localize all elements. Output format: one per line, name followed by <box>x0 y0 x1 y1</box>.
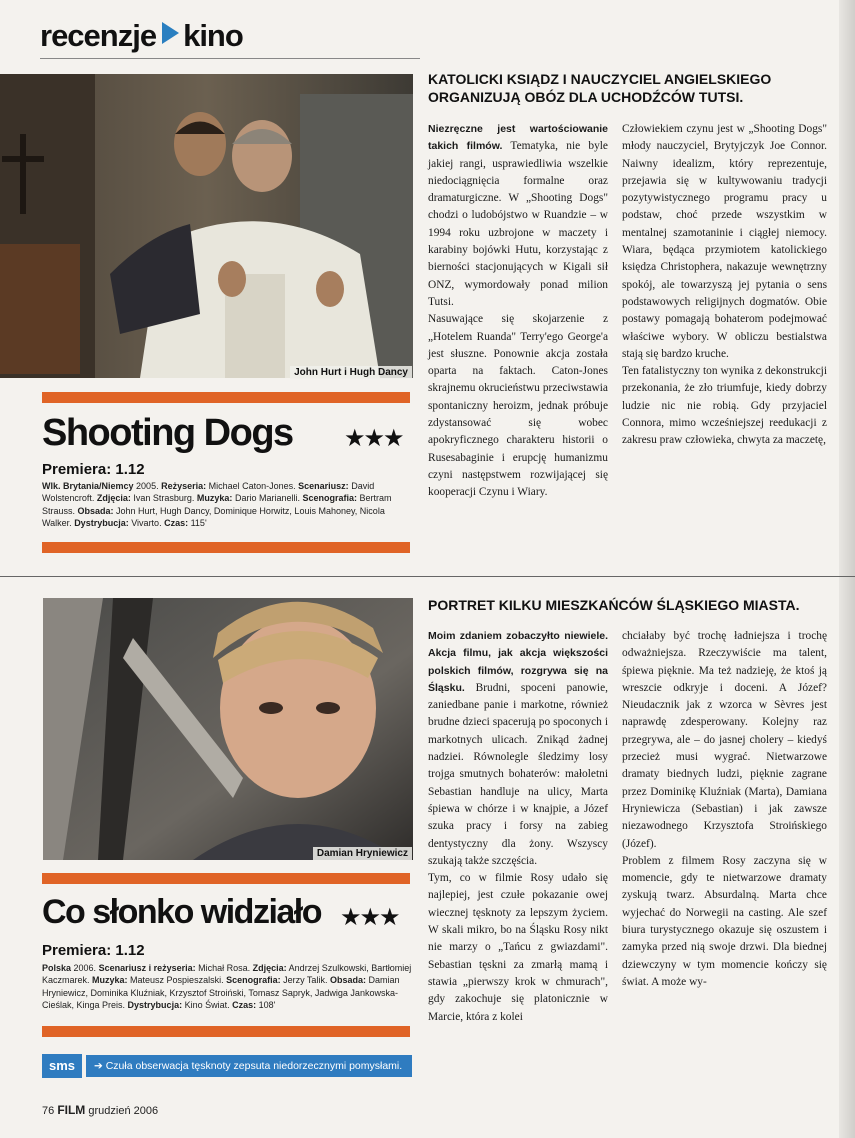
film-still-co-slonko-widzialo <box>43 598 413 860</box>
credit-value: 2006. <box>71 963 99 973</box>
credit-value: Bertram Strauss. <box>42 493 392 516</box>
rating-stars: ★★★ <box>344 424 403 452</box>
article-paragraph: chciałaby być trochę ładniejsza i trochę odważniejsza. Rzeczywiście ma talent, śpiewa pięknie. Ma też nadzieję, że ktoś ją wreszcie odkryje i doceni. A Józef? Nieudacznik jak z wzorca w Sèvres jest naprawdę zdesperowany. Kolejny raz przegrywa, ale – do jasnej cholery – kiedyś przecież musi wygrać. Nietwarzowe dramaty biednych ludzi, pięknie zagrane przez Dominikę Kluźniak (Marta), Damiana Hryniewicza (Sebastian) i jak zawsze niezawodnego Krzysztofa Stroińskiego (Józef). <box>622 630 827 850</box>
article-paragraph: Nasuwające się skojarzenie z „Hotelem Ruanda" Terry'ego George'a jest słuszne. Ponownie akcja została oparta na faktach. Caton-Jones skrajnemu okrucieństwu przeciwstawia spontaniczny heroizm, jednak próbuje zdystansować się wobec apokryficznego charakteru historii o Rusesabaginie i erupcję humanizmu czyni następstwem rozwijającej się kooperacji Czynu i Wiary. <box>428 313 608 499</box>
movie-title: Shooting Dogs <box>42 412 293 454</box>
credit-value: Michał Rosa. <box>195 963 253 973</box>
still-illustration <box>43 598 413 860</box>
article-paragraph: Człowiekiem czynu jest w „Shooting Dogs" młody nauczyciel, Brytyjczyk Joe Connor. Naiwny idealizm, który reprezentuje, przejawia się w kultywowaniu tradycji pozytywistycznego programu pracy u podstaw, choć przede wszystkim w mentalnej szamotaninie i ciągłej niemocy. Wiara, będąca przymiotem katolickiego księdza Christophera, nakazuje wewnętrzny spokój, ale towarzyszą jej pytania o sens podstawowych religijnych dogmatów. Obie postawy pomagają bohaterom podejmować właściwe wybory. W obliczu bestialstwa stają się bardzo kruche. <box>622 123 827 360</box>
credit-label: Dystrybucja: <box>127 1000 183 1011</box>
article-paragraph: Tym, co w filmie Rosy udało się najlepiej, jest czułe pokazanie owej wiecznej tęsknoty za lepszym życiem. W skali mikro, bo na Śląsku Rosy nikt nie marzy o „Tańcu z gwiazdami". Sebastian tęskni za zmarłą mamą i stawia „pierwszy krok w chmurach", gdy zakochuje się platonicznie w Marcie, która z kolei <box>428 872 608 1023</box>
credits-block <box>42 962 412 1012</box>
credit-label: Scenariusz i reżyseria: <box>98 963 196 973</box>
article-column-2 <box>622 121 827 450</box>
credit-value: Jerzy Talik. <box>280 975 330 986</box>
photo-caption: Damian Hryniewicz <box>313 847 412 860</box>
section-label: recenzje <box>40 18 157 53</box>
article-lead: Moim zdaniem zobaczyłto niewiele. Akcja filmu, jak akcja większości polskich filmów, rozgrywa się na Śląsku. <box>428 630 608 694</box>
credit-label: Dystrybucja: <box>74 518 129 529</box>
section-header <box>40 18 243 54</box>
credit-value: Vivarto. <box>128 518 165 529</box>
credit-value: Mateusz Pospieszalski. <box>127 975 227 986</box>
credits-block <box>42 480 412 530</box>
magazine-name: FILM <box>57 1103 86 1117</box>
credit-value: Damian Hryniewicz, Dominika Kluźniak, Krzysztof Stroiński, Tomasz Sapryk, Jadwiga Jankowska-Cieślak, Kinga Preis. <box>42 975 400 1011</box>
arrow-right-icon <box>162 22 179 44</box>
credit-label: Reżyseria: <box>161 481 207 491</box>
credit-label: Scenariusz: <box>298 481 349 491</box>
header-rule <box>40 58 420 59</box>
page-edge <box>839 0 855 1138</box>
photo-caption: John Hurt i Hugh Dancy <box>290 366 412 379</box>
credit-value: David Wolstencroft. <box>42 481 375 504</box>
article-lead: Niezręczne jest wartościowanie takich filmów. <box>428 123 608 153</box>
article-column-1 <box>428 628 608 1026</box>
arrow-right-icon: ➔ <box>94 1060 106 1072</box>
title-bar-top <box>42 392 410 403</box>
credit-label: Muzyka: <box>196 493 233 504</box>
credit-label: Obsada: <box>329 975 366 986</box>
credit-label: Scenografia: <box>302 493 357 504</box>
page-number: 76 <box>42 1105 55 1117</box>
page-folio <box>42 1103 158 1117</box>
credit-label: Polska <box>42 963 72 973</box>
title-bar-bottom <box>42 1026 410 1037</box>
film-still-shooting-dogs <box>0 74 413 378</box>
article-column-1 <box>428 121 608 502</box>
credit-label: Zdjęcia: <box>96 493 131 504</box>
credit-label: Czas: <box>164 518 189 529</box>
subsection-label: kino <box>183 18 243 53</box>
movie-title: Co słonko widziało <box>42 893 322 931</box>
title-bar-bottom <box>42 542 410 553</box>
sms-verdict <box>86 1055 412 1077</box>
article-text: Tematyka, nie byle jakiej rangi, usprawiedliwia wszelkie niedociągnięcia formalne oraz dramaturgiczne. W „Shooting Dogs" chodzi o ludobójstwo w Ruandzie – w 1994 roku uzbrojone w maczety i karabiny bojówki Hutu, korzystając z bierności stacjonujących w Kigali sił ONZ, wymordowały ponad milion Tutsi. <box>428 140 608 308</box>
credit-label: Zdjęcia: <box>252 963 287 973</box>
credit-label: Czas: <box>232 1000 257 1011</box>
credit-value: Dario Marianelli. <box>232 493 303 504</box>
credit-label: Muzyka: <box>92 975 128 986</box>
credit-value: Kino Świat. <box>182 1000 233 1011</box>
credit-value: John Hurt, Hugh Dancy, Dominique Horwitz, Louis Mahoney, Nicola Walker. <box>42 505 385 529</box>
article-paragraph: Ten fatalistyczny ton wynika z dekonstrukcji przekonania, że zło triumfuje, kiedy dobrzy ludzie nic nie robią. Gdy przyjaciel Connora, mimo wcześniejszej reedukacji z zakresu praw człowieka, chwyta za maczetę, <box>622 365 827 447</box>
review-headline: PORTRET KILKU MIESZKAŃCÓW ŚLĄSKIEGO MIASTA. <box>428 597 800 613</box>
credit-label: Obsada: <box>77 505 114 516</box>
credit-value: Michael Caton-Jones. <box>206 481 299 491</box>
premiere-date: Premiera: 1.12 <box>42 942 145 959</box>
premiere-date: Premiera: 1.12 <box>42 461 145 478</box>
rating-stars: ★★★ <box>340 903 399 931</box>
sms-badge: sms <box>42 1054 82 1078</box>
credit-label: Wlk. Brytania/Niemcy <box>42 481 134 491</box>
still-illustration <box>0 74 413 378</box>
article-column-2 <box>622 628 827 991</box>
credit-value: Ivan Strasburg. <box>130 493 197 504</box>
credit-label: Scenografia: <box>226 975 281 986</box>
sms-verdict-text: Czuła obserwacja tęsknoty zepsuta niedorzecznymi pomysłami. <box>105 1060 403 1072</box>
credit-value: 115' <box>188 518 207 529</box>
review-headline: KATOLICKI KSIĄDZ I NAUCZYCIEL ANGIELSKIEGO ORGANIZUJĄ OBÓZ DLA UCHODŹCÓW TUTSI. <box>428 71 772 105</box>
credit-value: 2005. <box>133 481 162 491</box>
title-bar-top <box>42 873 410 884</box>
section-divider <box>0 576 855 577</box>
credit-value: 108' <box>256 1000 276 1011</box>
article-paragraph: Problem z filmem Rosy zaczyna się w momencie, gdy te nietwarzowe dramaty zyskują twarz. Absurdalną. Marta chce wyjechać do Norwegii na casting. Ale szef biura turystycznego okazuje się oszustem i zamyka przed nią swoje drzwi. Dla biednej dziewczyny w tym momencie kończy się świat. A może wy- <box>622 854 827 988</box>
credit-value: Andrzej Szulkowski, Bartłomiej Kaczmarek. <box>42 963 412 986</box>
article-text: Brudni, spoceni panowie, zaniedbane panie i markotne, również brudne dzieci spacerują po spoconych i markotnych ulicach. Znikąd żadnej nadziei. Równolegle śledzimy losy trojga smutnych bohaterów: małoletni Sebastian handluje na ulicy, Marta śpiewa w chórze i w knajpie, a Józef szuka pracy i forsy na zabieg dentystyczny dla żony. Wszyscy szukają także szczęścia. <box>428 681 608 867</box>
issue-date: grudzień 2006 <box>88 1105 159 1117</box>
